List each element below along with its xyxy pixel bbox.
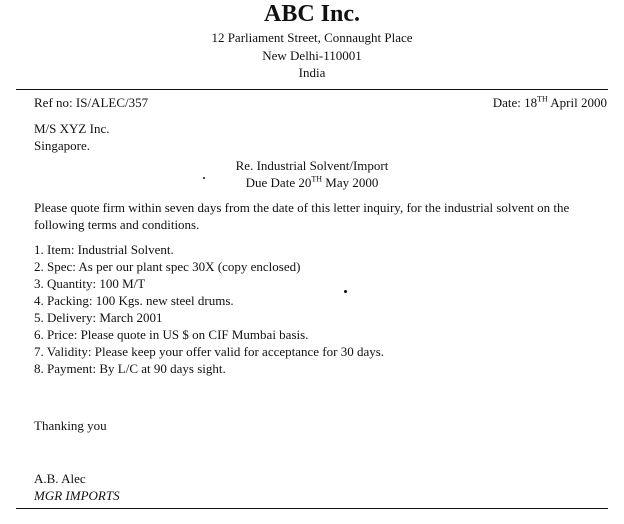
company-name: ABC Inc. (263, 1, 360, 27)
recipient-name: M/S XYZ Inc. (34, 121, 110, 136)
list-item: 1. Item: Industrial Solvent. (34, 242, 174, 257)
header-divider (16, 89, 608, 90)
list-item: 5. Delivery: March 2001 (34, 310, 163, 325)
list-item: 7. Validity: Please keep your offer valid for acceptance for 30 days. (34, 344, 385, 359)
address-line-3: India (298, 65, 326, 80)
intro-paragraph: Please quote firm within seven days from the date of this letter inquiry, for the industrial solvent on the following terms and conditions. (34, 200, 570, 232)
due-superscript: TH (311, 174, 323, 184)
signatory-title: MGR IMPORTS (34, 488, 120, 503)
date-prefix: Date: 18 (492, 95, 538, 110)
address-line-2: New Delhi-110001 (262, 48, 362, 63)
subject-line: Re. Industrial Solvent/Import (235, 158, 389, 173)
letter-date (493, 94, 607, 111)
list-item: 6. Price: Please quote in US $ on CIF Mumbai basis. (34, 327, 309, 342)
list-item: 8. Payment: By L/C at 90 days sight. (34, 361, 226, 376)
footer-divider (16, 508, 608, 509)
date-superscript: TH (537, 94, 548, 104)
due-date (0, 174, 624, 191)
stray-dot (344, 290, 347, 293)
closing-text: Thanking you (34, 418, 107, 433)
recipient-city: Singapore. (34, 138, 90, 153)
signatory-name: A.B. Alec (34, 471, 86, 486)
list-item: 2. Spec: As per our plant spec 30X (copy enclosed) (34, 259, 301, 274)
address-line-1: 12 Parliament Street, Connaught Place (211, 30, 413, 45)
list-item: 3. Quantity: 100 M/T (34, 276, 146, 291)
stray-mark (203, 177, 205, 179)
list-item: 4. Packing: 100 Kgs. new steel drums. (34, 293, 234, 308)
reference-number: Ref no: IS/ALEC/357 (34, 95, 149, 110)
due-suffix: May 2000 (322, 175, 379, 190)
terms-list (34, 241, 384, 377)
date-suffix: April 2000 (547, 95, 607, 110)
due-prefix: Due Date 20 (245, 175, 312, 190)
